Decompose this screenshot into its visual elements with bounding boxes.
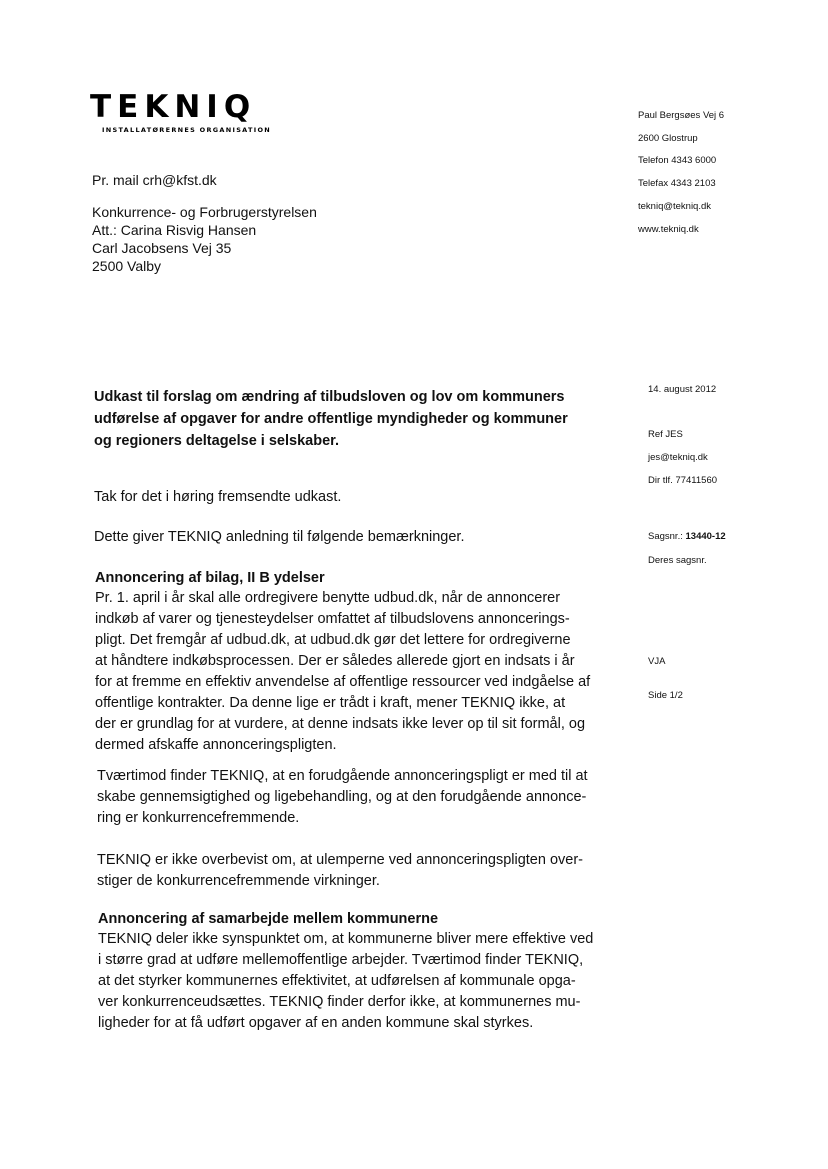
recipient-address <box>92 203 317 275</box>
sender-email: tekniq@tekniq.dk <box>638 201 712 212</box>
initials: VJA <box>648 656 666 667</box>
sender-street: Paul Bergsøes Vej 6 <box>638 110 725 121</box>
paragraph-line: TEKNIQ deler ikke synspunktet om, at kommunerne bliver mere effektive ved <box>98 931 594 947</box>
paragraph-line: dermed afskaffe annonceringspligten. <box>95 737 337 753</box>
recipient-line: Carl Jacobsens Vej 35 <box>92 240 232 256</box>
paragraph-line: Pr. 1. april i år skal alle ordregivere benytte udbud.dk, når de annoncerer <box>95 590 561 606</box>
section-paragraph <box>95 588 590 756</box>
section-heading: Annoncering af samarbejde mellem kommunerne <box>98 911 439 927</box>
paragraph-line: offentlige kontrakter. Da denne lige er trådt i kraft, mener TEKNIQ ikke, at <box>95 695 566 711</box>
logo-wordmark: TEKNIQ <box>90 89 257 125</box>
paragraph-line: der er grundlag for at vurdere, at denne indsats ikke lever op til sit formål, og <box>95 716 586 732</box>
reference: Ref JES <box>648 429 683 440</box>
tekniq-logo <box>90 89 272 134</box>
paragraph-line: Tværtimod finder TEKNIQ, at en forudgående annonceringspligt er med til at <box>97 768 588 784</box>
case-number-line <box>648 531 726 542</box>
paragraph-line: ligheder for at få udført opgaver af en anden kommune skal styrkes. <box>98 1015 534 1031</box>
subject-line: og regioners deltagelse i selskaber. <box>94 433 339 449</box>
sender-phone: Telefon 4343 6000 <box>638 155 717 166</box>
case-label: Sagsnr.: <box>648 531 683 542</box>
recipient-line: 2500 Valby <box>92 258 162 274</box>
subject <box>94 386 568 452</box>
section-paragraph <box>98 929 593 1034</box>
section-heading: Annoncering af bilag, II B ydelser <box>95 570 325 586</box>
logo-subtitle: INSTALLATØRERNES ORGANISATION <box>102 126 272 134</box>
reference-email: jes@tekniq.dk <box>648 452 708 463</box>
recipient-line: Att.: Carina Risvig Hansen <box>92 222 257 238</box>
section-paragraph <box>97 766 588 829</box>
recipient-line: Konkurrence- og Forbrugerstyrelsen <box>92 204 317 220</box>
letter-date: 14. august 2012 <box>648 384 717 395</box>
section-paragraph <box>97 850 583 892</box>
paragraph-line: TEKNIQ er ikke overbevist om, at ulemperne ved annonceringspligten over- <box>97 852 583 868</box>
sender-web: www.tekniq.dk <box>638 224 699 235</box>
case-number: 13440-12 <box>685 531 726 542</box>
paragraph-line: i større grad at udføre mellemoffentlige arbejder. Tværtimod finder TEKNIQ, <box>98 952 584 968</box>
paragraph-line: stiger de konkurrencefremmende virkninger. <box>97 873 380 889</box>
direct-phone: Dir tlf. 77411560 <box>648 475 718 486</box>
intro-thanks: Tak for det i høring fremsendte udkast. <box>94 489 342 505</box>
intro-remarks: Dette giver TEKNIQ anledning til følgende bemærkninger. <box>94 529 465 545</box>
paragraph-line: skabe gennemsigtighed og ligebehandling, og at den forudgående annonce- <box>97 789 587 805</box>
their-case-number: Deres sagsnr. <box>648 555 707 566</box>
paragraph-line: pligt. Det fremgår af udbud.dk, at udbud.dk gør det lettere for ordregiverne <box>95 632 571 648</box>
paragraph-line: at det styrker kommunernes effektivitet, at udførelsen af kommunale opga- <box>98 973 576 989</box>
paragraph-line: indkøb af varer og tjenesteydelser omfattet af tilbudslovens annoncerings- <box>95 611 570 627</box>
paragraph-line: at håndtere indkøbsprocessen. Der er således allerede gjort en indsats i år <box>95 653 575 669</box>
paragraph-line: ring er konkurrencefremmende. <box>97 810 300 826</box>
sender-city: 2600 Glostrup <box>638 133 698 144</box>
page-number: Side 1/2 <box>648 690 683 701</box>
paragraph-line: ver konkurrenceudsættes. TEKNIQ finder derfor ikke, at kommunernes mu- <box>98 994 581 1010</box>
delivery-method: Pr. mail crh@kfst.dk <box>92 172 217 188</box>
paragraph-line: for at fremme en effektiv anvendelse af offentlige ressourcer ved indgåelse af <box>95 674 591 690</box>
sender-fax: Telefax 4343 2103 <box>638 178 716 189</box>
subject-line: udførelse af opgaver for andre offentlige myndigheder og kommuner <box>94 411 568 427</box>
subject-line: Udkast til forslag om ændring af tilbudsloven og lov om kommuners <box>94 389 565 405</box>
